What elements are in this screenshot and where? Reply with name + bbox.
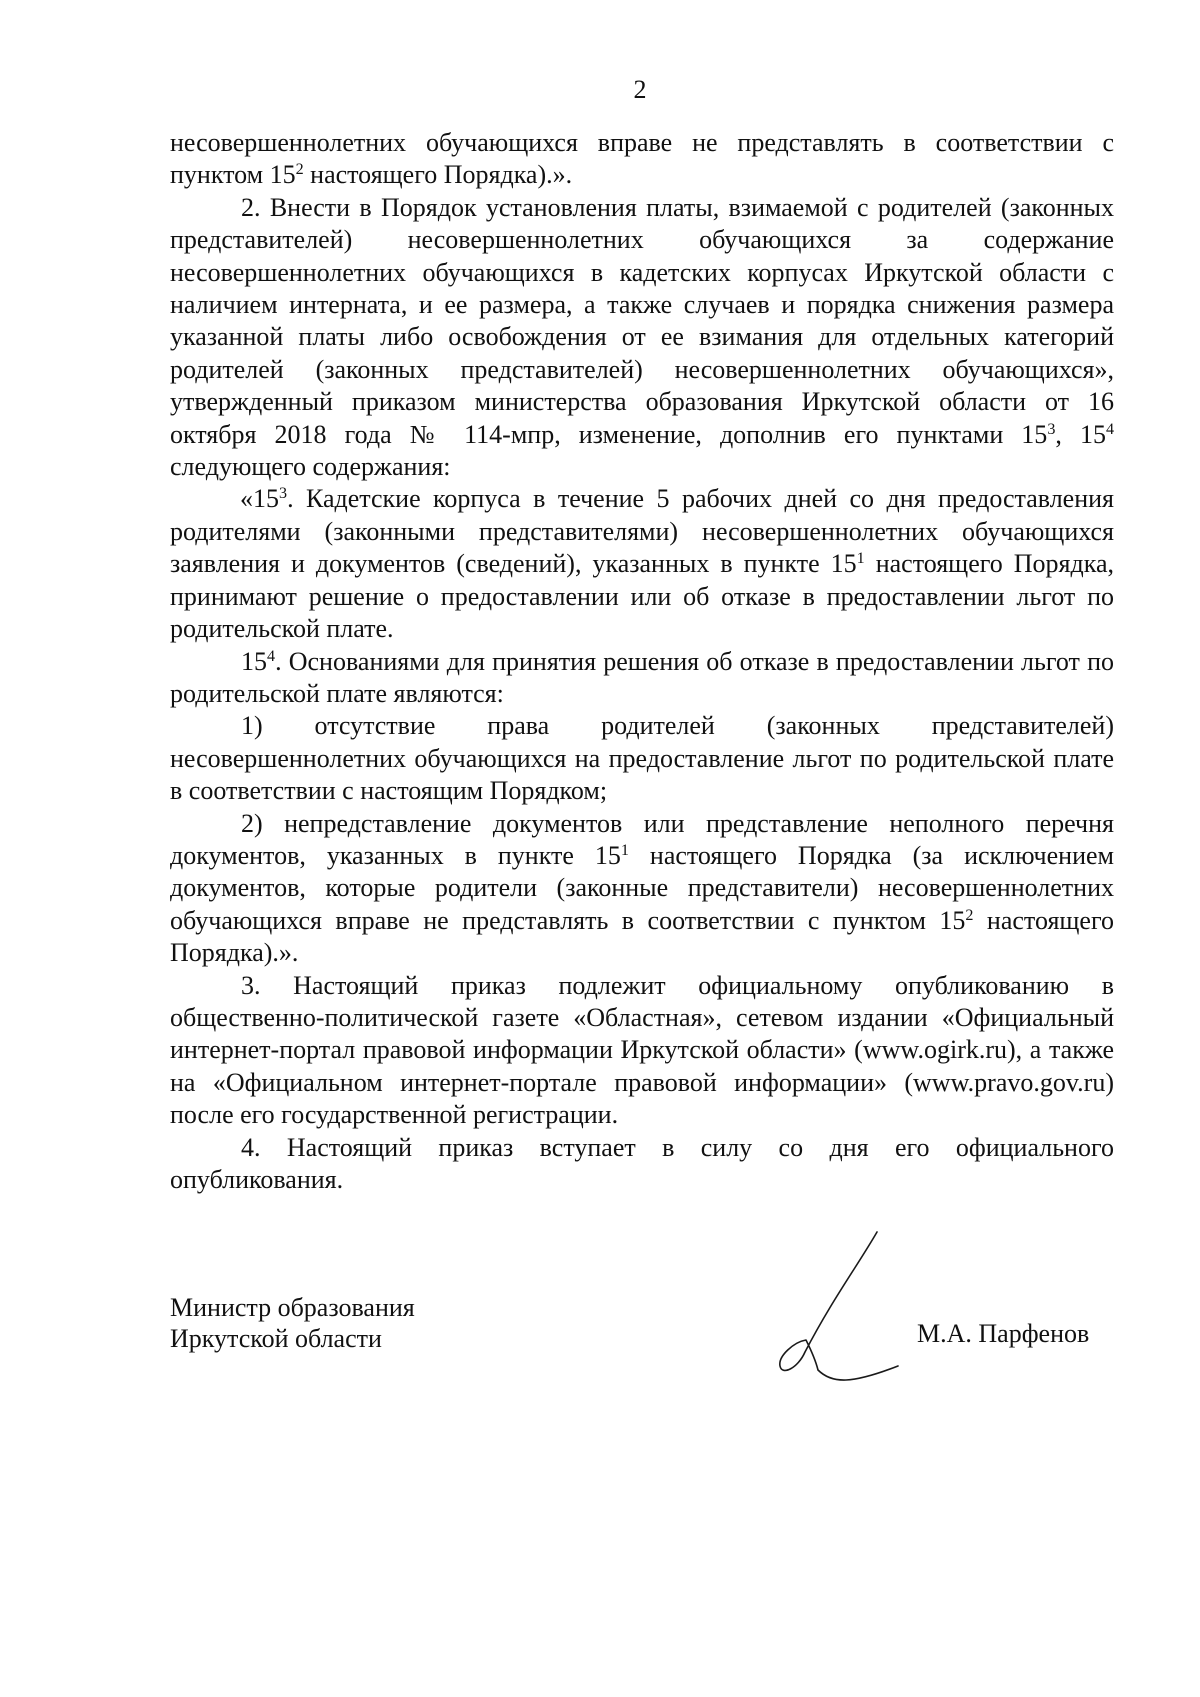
paragraph-item-3: 3. Настоящий приказ подлежит официальному опубликованию в общественно-политической газете «Областная», сетевом издании «Официальный интернет-портал правовой информации Иркутской области» (www.ogirk.ru), а также на «Официальном интернет-портале правовой информации» (www.pravo.gov.ru) после его государственной регистрации. <box>170 970 1114 1130</box>
signatory-title-line-1: Министр образования <box>170 1293 415 1322</box>
handwritten-signature <box>760 1230 910 1400</box>
page-number: 2 <box>633 75 647 104</box>
paragraph-subitem-1: 1) отсутствие права родителей (законных представителей) несовершеннолетних обучающихся на предоставление льгот по родительской плате в соответствии с настоящим Порядком; <box>170 711 1114 806</box>
signatory-name: М.А. Парфенов <box>917 1319 1090 1348</box>
document-body <box>170 127 1114 1196</box>
paragraph-subitem-2: 2) непредставление документов или представление неполного перечня документов, указанных в пункте $15^1$ настоящего Порядка (за исключением документов, которые родители (законные представители) несовершеннолетних обучающихся вправе не представлять в соответствии с пунктом $15^2$ настоящего Порядка).». <box>170 808 1114 968</box>
signatory-title-line-2: Иркутской области <box>170 1324 382 1353</box>
paragraph-clause-15-4: $15^4$. Основаниями для принятия решения об отказе в предоставлении льгот по родительской плате являются: <box>170 646 1114 708</box>
paragraph-continuation: несовершеннолетних обучающихся вправе не представлять в соответствии с пунктом $15^2$ настоящего Порядка).». <box>170 128 1114 190</box>
paragraph-clause-15-3: «$15^3$. Кадетские корпуса в течение 5 рабочих дней со дня предоставления родителями (законными представителями) несовершеннолетних обучающихся заявления и документов (сведений), указанных в пункте $15^1$ настоящего Порядка, принимают решение о предоставлении или об отказе в предоставлении льгот по родительской плате. <box>170 484 1114 644</box>
paragraph-item-2: 2. Внести в Порядок установления платы, взимаемой с родителей (законных представителей) несовершеннолетних обучающихся за содержание несовершеннолетних обучающихся в кадетских корпусах Иркутской области с наличием интерната, и ее размера, а также случаев и порядка снижения размера указанной платы либо освобождения от ее взимания для отдельных категорий родителей (законных представителей) несовершеннолетних обучающихся», утвержденный приказом министерства образования Иркутской области от 16 октября 2018 года № 114-мпр, изменение, дополнив его пунктами $15^3$, $15^4$ следующего содержания: <box>170 192 1115 482</box>
paragraph-item-4: 4. Настоящий приказ вступает в силу со дня его официального опубликования. <box>170 1132 1114 1194</box>
signatory-title <box>170 1292 415 1354</box>
